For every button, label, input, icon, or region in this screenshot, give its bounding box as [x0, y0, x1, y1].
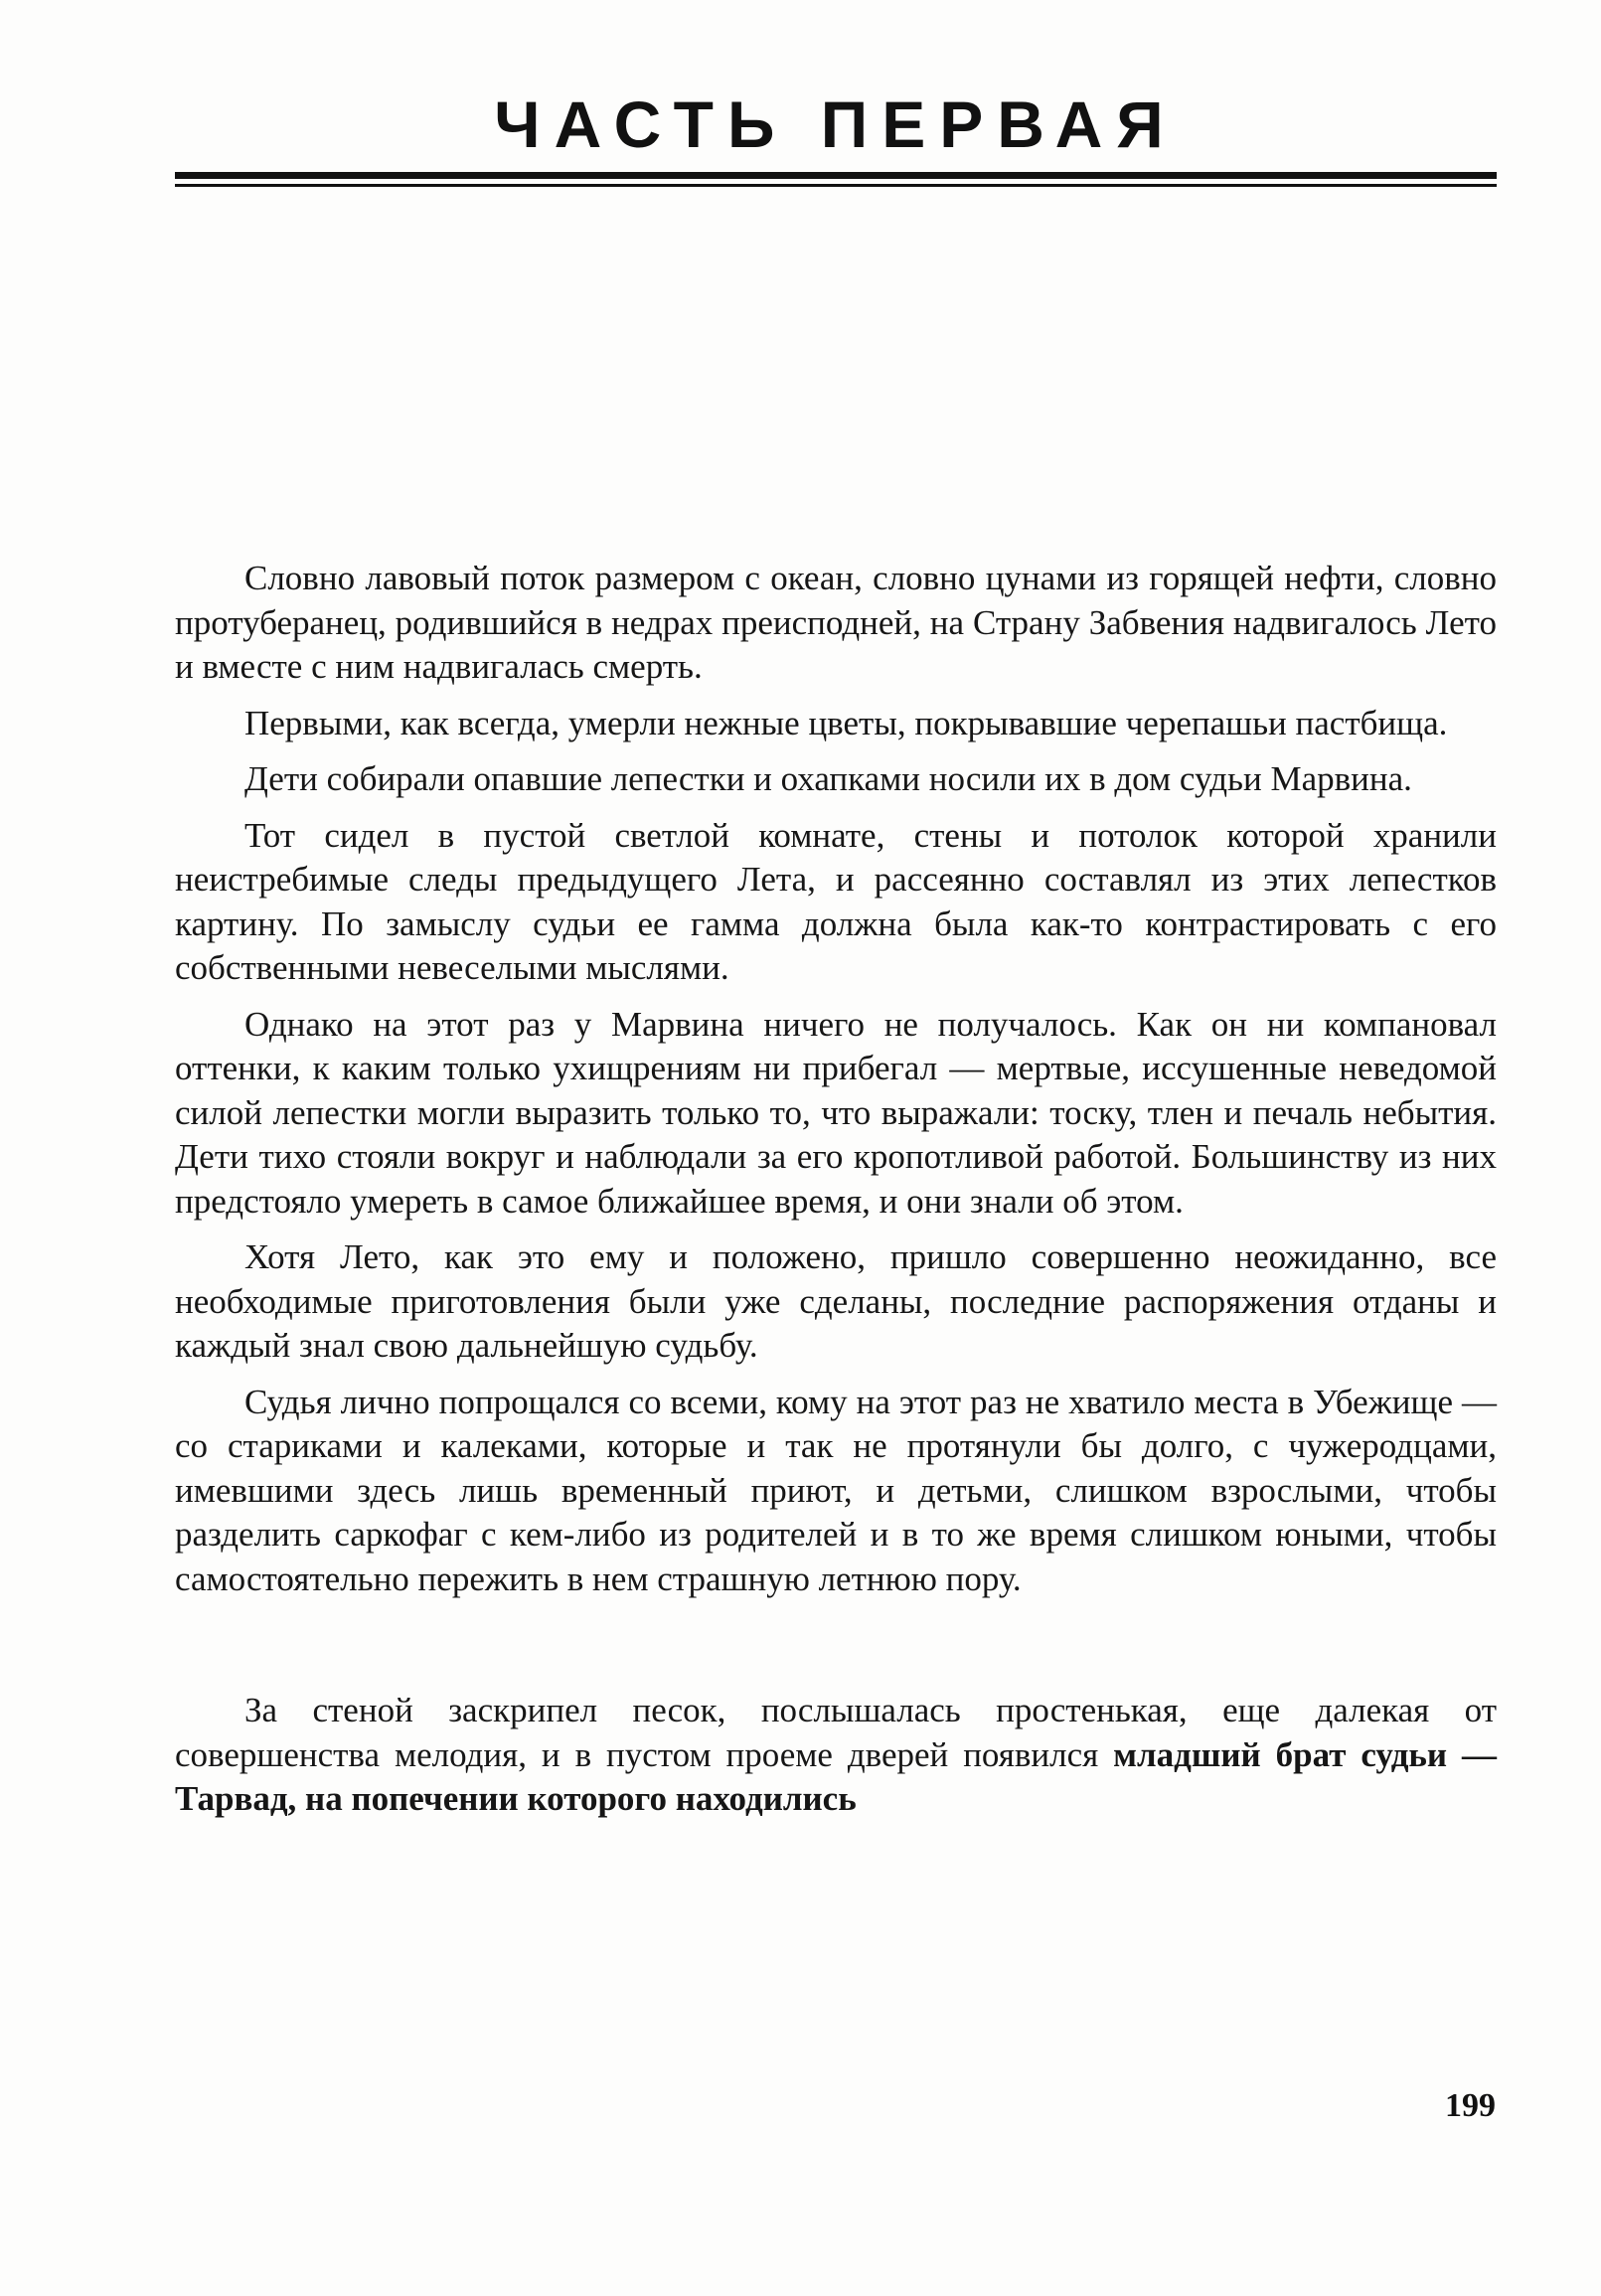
paragraph-6: Хотя Лето, как это ему и положено, пришло совершенно неожиданно, все необходимые приготовления были уже сделаны, последние распоряжения отданы и каждый знал свою дальнейшую судьбу.: [175, 1237, 1497, 1365]
paragraph-1: Словно лавовый поток размером с океан, словно цунами из горящей нефти, словно протуберанец, родившийся в недрах преисподней, на Страну Забвения надвигалось Лето и вместе с ним надвигалась смерть.: [175, 559, 1497, 686]
paragraph-8: [175, 1689, 1497, 1822]
part-title: ЧАСТЬ ПЕРВАЯ: [494, 87, 1178, 161]
paragraph-7: Судья лично попрощался со всеми, кому на этот раз не хватило места в Убежище — со стариками и калеками, которые и так не протянули бы долго, с чужеродцами, имевшими здесь лишь временный приют, и детьми, слишком взрослыми, чтобы разделить саркофаг с кем-либо из родителей и в то же время слишком юными, чтобы самостоятельно пережить в нем страшную летнюю пору.: [175, 1382, 1497, 1598]
paragraph-8-regular: За стеной заскрипел песок, послышалась простенькая, еще далекая от совершенства мелодия, и в пустом проеме дверей появился: [175, 1691, 1497, 1774]
paragraph-4: Тот сидел в пустой светлой комнате, стены и потолок которой хранили неистребимые следы предыдущего Лета, и рассеянно составлял из этих лепестков картину. По замыслу судьи ее гамма должна была как-то контрастировать с его собственными невеселыми мыслями.: [175, 815, 1497, 987]
paragraph-5: Однако на этот раз у Марвина ничего не получалось. Как он ни компановал оттенки, к каким только ухищрениям ни прибегал — мертвые, иссушенные неведомой силой лепестки могли выразить только то, что выражали: тоску, тлен и печаль небытия. Дети тихо стояли вокруг и наблюдали за его кропотливой работой. Большинству из них предстояло умереть в самое ближайшее время, и они знали об этом.: [175, 1004, 1497, 1221]
paragraph-3: Дети собирали опавшие лепестки и охапками носили их в дом судьи Марвина.: [244, 759, 1412, 798]
paragraph-2: Первыми, как всегда, умерли нежные цветы, покрывавшие черепашьи пастбища.: [244, 703, 1448, 742]
body-text: [175, 557, 1497, 1834]
title-rule-thin: [175, 184, 1497, 187]
page-number: 199: [1445, 2087, 1496, 2124]
title-rule-thick: [175, 172, 1497, 179]
paragraph-8-bold: младший брат судьи — Тарвад, на попечении которого находились: [175, 1734, 1498, 1818]
